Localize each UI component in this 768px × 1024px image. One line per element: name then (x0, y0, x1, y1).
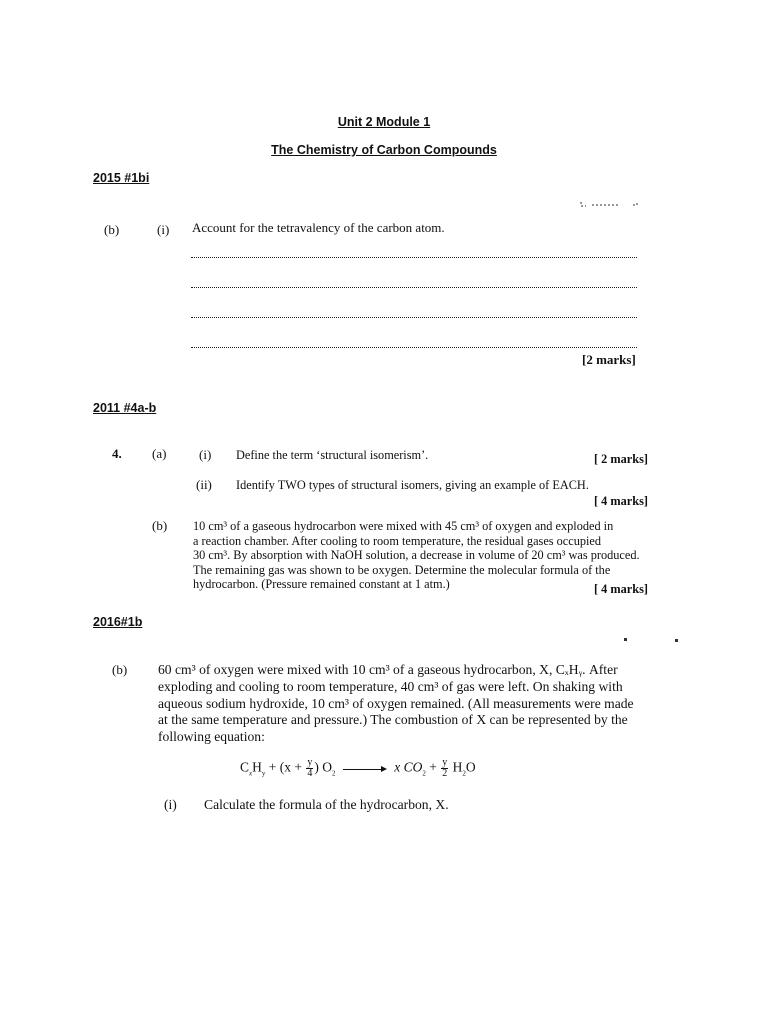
paragraph-line: a reaction chamber. After cooling to room temperature, the residual gases occupied (193, 533, 602, 548)
section-ref-2015: 2015 #1bi (93, 171, 150, 185)
question-text: Calculate the formula of the hydrocarbon, X. (204, 797, 449, 812)
paragraph-line: aqueous sodium hydroxide, 10 cm³ of oxygen remained. (All measurements were made (158, 695, 634, 711)
paragraph-line: following equation: (158, 729, 265, 745)
paragraph-line: 60 cm³ of oxygen were mixed with 10 cm³ of a gaseous hydrocarbon, X, CₓHᵧ. After (158, 662, 618, 677)
paragraph-line: at the same temperature and pressure.) The combustion of X can be represented by the (158, 712, 628, 728)
marks-label: [ 4 marks] (594, 582, 648, 596)
answer-line (191, 346, 637, 348)
part-label: (a) (152, 446, 167, 461)
section-ref-2011: 2011 #4a-b (93, 401, 157, 415)
cropped-marks-fragment (580, 194, 638, 200)
fraction-y-over-2: $\frac{y}{2}$ (442, 757, 448, 779)
answer-line (191, 286, 637, 288)
answer-line (191, 256, 637, 258)
question-number: 4. (112, 446, 122, 461)
paragraph-line: The remaining gas was shown to be oxygen. Determine the molecular formula of the (193, 562, 611, 577)
sub-part-label: (i) (199, 447, 212, 462)
marks-label: [ 2 marks] (594, 452, 648, 466)
answer-line (191, 316, 637, 318)
part-label: (b) (152, 518, 168, 533)
speck (624, 638, 627, 641)
question-text: Account for the tetravalency of the carbon atom. (192, 220, 445, 235)
sub-part-label: (i) (157, 222, 170, 237)
question-text: Define the term ‘structural isomerism’. (236, 448, 429, 462)
speck (675, 639, 678, 642)
reaction-arrow-icon (343, 765, 387, 773)
combustion-equation: $C_xH_y + (x$ + $\frac{y}{4}$ ) $O_2$ x $CO_2$ + $\frac{y}{2}$ $H_2O$ (240, 757, 476, 779)
unit-title: Unit 2 Module 1 (337, 115, 431, 129)
page-title: The Chemistry of Carbon Compounds (271, 143, 497, 157)
fraction-y-over-4: $\frac{y}{4}$ (307, 757, 313, 779)
part-label: (b) (112, 662, 128, 677)
question-paragraph (193, 519, 663, 592)
question-paragraph (158, 662, 681, 746)
paragraph-line: 10 cm³ of a gaseous hydrocarbon were mixed with 45 cm³ of oxygen and exploded in (193, 519, 614, 533)
paragraph-line: exploding and cooling to room temperature, 40 cm³ of gas were left. On shaking with (158, 678, 623, 694)
marks-label: [ 4 marks] (594, 494, 648, 508)
paragraph-line: 30 cm³. By absorption with NaOH solution, a decrease in volume of 20 cm³ was produced. (193, 548, 640, 562)
sub-part-label: (ii) (196, 477, 212, 492)
paragraph-line: hydrocarbon. (Pressure remained constant at 1 atm.) (193, 577, 450, 591)
marks-label: [2 marks] (582, 352, 636, 367)
part-label: (b) (104, 222, 120, 237)
question-text: Identify TWO types of structural isomers, giving an example of EACH. (236, 478, 589, 492)
section-ref-2016: 2016#1b (93, 615, 143, 629)
sub-part-label: (i) (164, 797, 177, 812)
